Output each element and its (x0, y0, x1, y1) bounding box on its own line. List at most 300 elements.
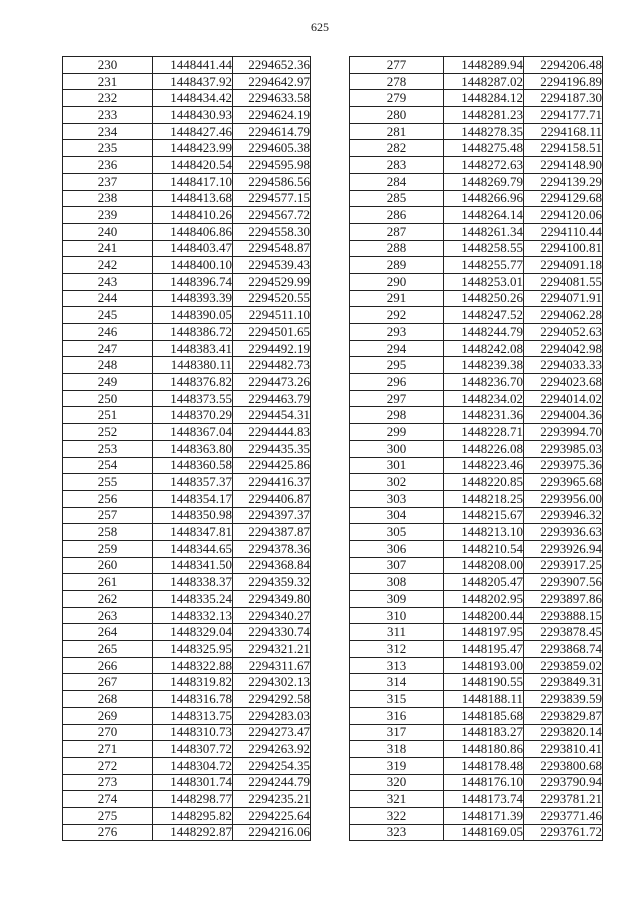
y-coordinate-cell: 2294624.19 (233, 107, 311, 124)
y-coordinate-cell: 2293781.21 (524, 791, 603, 808)
table-row (350, 390, 603, 407)
table-row (63, 407, 311, 424)
y-coordinate-cell: 2294263.92 (233, 741, 311, 758)
x-coordinate-cell: 1448223.46 (444, 457, 524, 474)
point-number-cell: 257 (63, 507, 153, 524)
point-number-cell: 234 (63, 123, 153, 140)
point-number-cell: 300 (350, 440, 444, 457)
x-coordinate-cell: 1448344.65 (153, 540, 233, 557)
point-number-cell: 241 (63, 240, 153, 257)
table-row (350, 257, 603, 274)
y-coordinate-cell: 2294652.36 (233, 57, 311, 74)
x-coordinate-cell: 1448180.86 (444, 741, 524, 758)
table-row (63, 691, 311, 708)
table-row (63, 57, 311, 74)
point-number-cell: 275 (63, 807, 153, 824)
table-row (350, 757, 603, 774)
point-number-cell: 282 (350, 140, 444, 157)
point-number-cell: 266 (63, 657, 153, 674)
x-coordinate-cell: 1448347.81 (153, 524, 233, 541)
y-coordinate-cell: 2294454.31 (233, 407, 311, 424)
table-row (350, 807, 603, 824)
y-coordinate-cell: 2294129.68 (524, 190, 603, 207)
y-coordinate-cell: 2294216.06 (233, 824, 311, 841)
point-number-cell: 309 (350, 591, 444, 608)
point-number-cell: 277 (350, 57, 444, 74)
x-coordinate-cell: 1448338.37 (153, 574, 233, 591)
table-row (350, 507, 603, 524)
y-coordinate-cell: 2294330.74 (233, 624, 311, 641)
y-coordinate-cell: 2294177.71 (524, 107, 603, 124)
point-number-cell: 240 (63, 223, 153, 240)
table-row (350, 223, 603, 240)
y-coordinate-cell: 2294444.83 (233, 424, 311, 441)
x-coordinate-cell: 1448253.01 (444, 273, 524, 290)
point-number-cell: 242 (63, 257, 153, 274)
x-coordinate-cell: 1448417.10 (153, 173, 233, 190)
y-coordinate-cell: 2294273.47 (233, 724, 311, 741)
x-coordinate-cell: 1448301.74 (153, 774, 233, 791)
x-coordinate-cell: 1448427.46 (153, 123, 233, 140)
point-number-cell: 273 (63, 774, 153, 791)
table-row (350, 741, 603, 758)
y-coordinate-cell: 2294235.21 (233, 791, 311, 808)
point-number-cell: 317 (350, 724, 444, 741)
point-number-cell: 255 (63, 474, 153, 491)
point-number-cell: 292 (350, 307, 444, 324)
x-coordinate-cell: 1448176.10 (444, 774, 524, 791)
point-number-cell: 305 (350, 524, 444, 541)
x-coordinate-cell: 1448316.78 (153, 691, 233, 708)
x-coordinate-cell: 1448319.82 (153, 674, 233, 691)
x-coordinate-cell: 1448244.79 (444, 324, 524, 341)
y-coordinate-cell: 2294110.44 (524, 223, 603, 240)
point-number-cell: 236 (63, 157, 153, 174)
y-coordinate-cell: 2294311.67 (233, 657, 311, 674)
y-coordinate-cell: 2293985.03 (524, 440, 603, 457)
y-coordinate-cell: 2293878.45 (524, 624, 603, 641)
table-row (63, 624, 311, 641)
table-row (63, 457, 311, 474)
y-coordinate-cell: 2294187.30 (524, 90, 603, 107)
point-number-cell: 322 (350, 807, 444, 824)
point-number-cell: 291 (350, 290, 444, 307)
x-coordinate-cell: 1448430.93 (153, 107, 233, 124)
table-row (63, 140, 311, 157)
table-row (350, 524, 603, 541)
point-number-cell: 288 (350, 240, 444, 257)
table-row (350, 173, 603, 190)
point-number-cell: 243 (63, 273, 153, 290)
y-coordinate-cell: 2293926.94 (524, 540, 603, 557)
x-coordinate-cell: 1448171.39 (444, 807, 524, 824)
page-number: 625 (311, 20, 329, 34)
x-coordinate-cell: 1448376.82 (153, 374, 233, 391)
y-coordinate-cell: 2294492.19 (233, 340, 311, 357)
table-row (63, 674, 311, 691)
table-row (63, 157, 311, 174)
table-row (63, 324, 311, 341)
x-coordinate-cell: 1448325.95 (153, 641, 233, 658)
table-row (63, 257, 311, 274)
point-number-cell: 254 (63, 457, 153, 474)
y-coordinate-cell: 2294100.81 (524, 240, 603, 257)
point-number-cell: 290 (350, 273, 444, 290)
table-row (63, 591, 311, 608)
table-row (63, 557, 311, 574)
point-number-cell: 265 (63, 641, 153, 658)
y-coordinate-cell: 2294359.32 (233, 574, 311, 591)
point-number-cell: 304 (350, 507, 444, 524)
y-coordinate-cell: 2294482.73 (233, 357, 311, 374)
y-coordinate-cell: 2293849.31 (524, 674, 603, 691)
y-coordinate-cell: 2294397.37 (233, 507, 311, 524)
x-coordinate-cell: 1448380.11 (153, 357, 233, 374)
x-coordinate-cell: 1448250.26 (444, 290, 524, 307)
y-coordinate-cell: 2294558.30 (233, 223, 311, 240)
y-coordinate-cell: 2293829.87 (524, 707, 603, 724)
point-number-cell: 270 (63, 724, 153, 741)
point-number-cell: 246 (63, 324, 153, 341)
table-row (63, 223, 311, 240)
x-coordinate-cell: 1448195.47 (444, 641, 524, 658)
x-coordinate-cell: 1448193.00 (444, 657, 524, 674)
table-row (350, 557, 603, 574)
point-number-cell: 253 (63, 440, 153, 457)
x-coordinate-cell: 1448269.79 (444, 173, 524, 190)
y-coordinate-cell: 2293994.70 (524, 424, 603, 441)
point-number-cell: 307 (350, 557, 444, 574)
table-row (63, 357, 311, 374)
y-coordinate-cell: 2294633.58 (233, 90, 311, 107)
table-row (350, 457, 603, 474)
point-number-cell: 244 (63, 290, 153, 307)
x-coordinate-cell: 1448281.23 (444, 107, 524, 124)
x-coordinate-cell: 1448236.70 (444, 374, 524, 391)
y-coordinate-cell: 2294435.35 (233, 440, 311, 457)
y-coordinate-cell: 2294091.18 (524, 257, 603, 274)
x-coordinate-cell: 1448205.47 (444, 574, 524, 591)
table-row (63, 307, 311, 324)
x-coordinate-cell: 1448413.68 (153, 190, 233, 207)
x-coordinate-cell: 1448215.67 (444, 507, 524, 524)
table-row (350, 190, 603, 207)
table-row (350, 157, 603, 174)
y-coordinate-cell: 2293946.32 (524, 507, 603, 524)
y-coordinate-cell: 2293810.41 (524, 741, 603, 758)
y-coordinate-cell: 2293965.68 (524, 474, 603, 491)
point-number-cell: 276 (63, 824, 153, 841)
x-coordinate-cell: 1448383.41 (153, 340, 233, 357)
table-row (350, 273, 603, 290)
point-number-cell: 238 (63, 190, 153, 207)
point-number-cell: 267 (63, 674, 153, 691)
x-coordinate-cell: 1448266.96 (444, 190, 524, 207)
point-number-cell: 251 (63, 407, 153, 424)
table-row (350, 407, 603, 424)
table-row (63, 607, 311, 624)
table-row (350, 574, 603, 591)
y-coordinate-cell: 2293956.00 (524, 490, 603, 507)
y-coordinate-cell: 2294321.21 (233, 641, 311, 658)
y-coordinate-cell: 2294168.11 (524, 123, 603, 140)
table-row (350, 674, 603, 691)
table-row (63, 791, 311, 808)
y-coordinate-cell: 2293975.36 (524, 457, 603, 474)
table-row (63, 123, 311, 140)
table-row (63, 474, 311, 491)
point-number-cell: 287 (350, 223, 444, 240)
x-coordinate-cell: 1448403.47 (153, 240, 233, 257)
table-row (350, 57, 603, 74)
y-coordinate-cell: 2294283.03 (233, 707, 311, 724)
x-coordinate-cell: 1448188.11 (444, 691, 524, 708)
point-number-cell: 295 (350, 357, 444, 374)
table-row (350, 123, 603, 140)
x-coordinate-cell: 1448393.39 (153, 290, 233, 307)
y-coordinate-cell: 2294520.55 (233, 290, 311, 307)
x-coordinate-cell: 1448335.24 (153, 591, 233, 608)
x-coordinate-cell: 1448278.35 (444, 123, 524, 140)
x-coordinate-cell: 1448420.54 (153, 157, 233, 174)
x-coordinate-cell: 1448322.88 (153, 657, 233, 674)
y-coordinate-cell: 2294378.36 (233, 540, 311, 557)
x-coordinate-cell: 1448261.34 (444, 223, 524, 240)
y-coordinate-cell: 2293907.56 (524, 574, 603, 591)
y-coordinate-cell: 2294349.80 (233, 591, 311, 608)
table-row (63, 574, 311, 591)
table-row (350, 474, 603, 491)
point-number-cell: 303 (350, 490, 444, 507)
x-coordinate-cell: 1448350.98 (153, 507, 233, 524)
table-row (63, 641, 311, 658)
y-coordinate-cell: 2294642.97 (233, 73, 311, 90)
x-coordinate-cell: 1448307.72 (153, 741, 233, 758)
point-number-cell: 321 (350, 791, 444, 808)
y-coordinate-cell: 2294292.58 (233, 691, 311, 708)
x-coordinate-cell: 1448360.58 (153, 457, 233, 474)
y-coordinate-cell: 2294062.28 (524, 307, 603, 324)
table-row (350, 357, 603, 374)
y-coordinate-cell: 2294368.84 (233, 557, 311, 574)
x-coordinate-cell: 1448226.08 (444, 440, 524, 457)
x-coordinate-cell: 1448264.14 (444, 207, 524, 224)
point-number-cell: 323 (350, 824, 444, 841)
point-number-cell: 260 (63, 557, 153, 574)
point-number-cell: 319 (350, 757, 444, 774)
table-row (350, 824, 603, 841)
point-number-cell: 289 (350, 257, 444, 274)
point-number-cell: 316 (350, 707, 444, 724)
point-number-cell: 271 (63, 741, 153, 758)
y-coordinate-cell: 2294120.06 (524, 207, 603, 224)
x-coordinate-cell: 1448437.92 (153, 73, 233, 90)
y-coordinate-cell: 2294023.68 (524, 374, 603, 391)
point-number-cell: 247 (63, 340, 153, 357)
x-coordinate-cell: 1448310.73 (153, 724, 233, 741)
point-number-cell: 259 (63, 540, 153, 557)
point-number-cell: 263 (63, 607, 153, 624)
point-number-cell: 269 (63, 707, 153, 724)
y-coordinate-cell: 2293897.86 (524, 591, 603, 608)
point-number-cell: 235 (63, 140, 153, 157)
table-row (63, 774, 311, 791)
x-coordinate-cell: 1448228.71 (444, 424, 524, 441)
x-coordinate-cell: 1448210.54 (444, 540, 524, 557)
y-coordinate-cell: 2294539.43 (233, 257, 311, 274)
table-row (350, 490, 603, 507)
y-coordinate-cell: 2294071.91 (524, 290, 603, 307)
point-number-cell: 268 (63, 691, 153, 708)
table-row (63, 107, 311, 124)
table-row (63, 190, 311, 207)
point-number-cell: 312 (350, 641, 444, 658)
table-row (63, 757, 311, 774)
table-row (350, 240, 603, 257)
y-coordinate-cell: 2294406.87 (233, 490, 311, 507)
y-coordinate-cell: 2294196.89 (524, 73, 603, 90)
table-row (63, 240, 311, 257)
point-number-cell: 231 (63, 73, 153, 90)
point-number-cell: 297 (350, 390, 444, 407)
x-coordinate-cell: 1448183.27 (444, 724, 524, 741)
point-number-cell: 249 (63, 374, 153, 391)
point-number-cell: 320 (350, 774, 444, 791)
y-coordinate-cell: 2294416.37 (233, 474, 311, 491)
point-number-cell: 299 (350, 424, 444, 441)
x-coordinate-cell: 1448313.75 (153, 707, 233, 724)
y-coordinate-cell: 2294148.90 (524, 157, 603, 174)
x-coordinate-cell: 1448354.17 (153, 490, 233, 507)
y-coordinate-cell: 2294425.86 (233, 457, 311, 474)
table-row (350, 707, 603, 724)
y-coordinate-cell: 2293868.74 (524, 641, 603, 658)
point-number-cell: 245 (63, 307, 153, 324)
table-row (350, 207, 603, 224)
point-number-cell: 272 (63, 757, 153, 774)
point-number-cell: 280 (350, 107, 444, 124)
table-row (63, 340, 311, 357)
x-coordinate-cell: 1448197.95 (444, 624, 524, 641)
table-row (350, 657, 603, 674)
table-row (350, 374, 603, 391)
y-coordinate-cell: 2294463.79 (233, 390, 311, 407)
table-row (63, 290, 311, 307)
x-coordinate-cell: 1448173.74 (444, 791, 524, 808)
x-coordinate-cell: 1448178.48 (444, 757, 524, 774)
x-coordinate-cell: 1448200.44 (444, 607, 524, 624)
point-number-cell: 233 (63, 107, 153, 124)
y-coordinate-cell: 2294244.79 (233, 774, 311, 791)
table-row (63, 374, 311, 391)
table-row (350, 691, 603, 708)
y-coordinate-cell: 2294004.36 (524, 407, 603, 424)
table-row (350, 324, 603, 341)
x-coordinate-cell: 1448304.72 (153, 757, 233, 774)
table-row (63, 540, 311, 557)
y-coordinate-cell: 2293771.46 (524, 807, 603, 824)
x-coordinate-cell: 1448284.12 (444, 90, 524, 107)
y-coordinate-cell: 2294033.33 (524, 357, 603, 374)
y-coordinate-cell: 2294501.65 (233, 324, 311, 341)
point-number-cell: 274 (63, 791, 153, 808)
x-coordinate-cell: 1448423.99 (153, 140, 233, 157)
point-number-cell: 284 (350, 173, 444, 190)
point-number-cell: 230 (63, 57, 153, 74)
x-coordinate-cell: 1448234.02 (444, 390, 524, 407)
point-number-cell: 285 (350, 190, 444, 207)
x-coordinate-cell: 1448185.68 (444, 707, 524, 724)
y-coordinate-cell: 2294081.55 (524, 273, 603, 290)
point-number-cell: 318 (350, 741, 444, 758)
point-number-cell: 306 (350, 540, 444, 557)
table-row (63, 73, 311, 90)
x-coordinate-cell: 1448390.05 (153, 307, 233, 324)
table-row (350, 140, 603, 157)
table-row (350, 424, 603, 441)
x-coordinate-cell: 1448434.42 (153, 90, 233, 107)
y-coordinate-cell: 2294014.02 (524, 390, 603, 407)
point-number-cell: 262 (63, 591, 153, 608)
y-coordinate-cell: 2294302.13 (233, 674, 311, 691)
point-number-cell: 232 (63, 90, 153, 107)
y-coordinate-cell: 2294567.72 (233, 207, 311, 224)
table-row (350, 591, 603, 608)
x-coordinate-cell: 1448208.00 (444, 557, 524, 574)
y-coordinate-cell: 2294586.56 (233, 173, 311, 190)
x-coordinate-cell: 1448289.94 (444, 57, 524, 74)
point-number-cell: 283 (350, 157, 444, 174)
table-row (350, 791, 603, 808)
x-coordinate-cell: 1448202.95 (444, 591, 524, 608)
y-coordinate-cell: 2293800.68 (524, 757, 603, 774)
y-coordinate-cell: 2294387.87 (233, 524, 311, 541)
x-coordinate-cell: 1448295.82 (153, 807, 233, 824)
table-row (63, 490, 311, 507)
x-coordinate-cell: 1448341.50 (153, 557, 233, 574)
y-coordinate-cell: 2294577.15 (233, 190, 311, 207)
table-row (63, 424, 311, 441)
y-coordinate-cell: 2294254.35 (233, 757, 311, 774)
point-number-cell: 248 (63, 357, 153, 374)
y-coordinate-cell: 2294042.98 (524, 340, 603, 357)
table-row (63, 741, 311, 758)
y-coordinate-cell: 2293859.02 (524, 657, 603, 674)
y-coordinate-cell: 2294595.98 (233, 157, 311, 174)
table-row (63, 390, 311, 407)
point-number-cell: 281 (350, 123, 444, 140)
table-row (350, 307, 603, 324)
y-coordinate-cell: 2294340.27 (233, 607, 311, 624)
y-coordinate-cell: 2294614.79 (233, 123, 311, 140)
table-row (350, 540, 603, 557)
point-number-cell: 278 (350, 73, 444, 90)
y-coordinate-cell: 2294473.26 (233, 374, 311, 391)
x-coordinate-cell: 1448272.63 (444, 157, 524, 174)
x-coordinate-cell: 1448332.13 (153, 607, 233, 624)
y-coordinate-cell: 2294529.99 (233, 273, 311, 290)
point-number-cell: 308 (350, 574, 444, 591)
x-coordinate-cell: 1448292.87 (153, 824, 233, 841)
point-number-cell: 237 (63, 173, 153, 190)
x-coordinate-cell: 1448287.02 (444, 73, 524, 90)
table-row (350, 440, 603, 457)
x-coordinate-cell: 1448218.25 (444, 490, 524, 507)
x-coordinate-cell: 1448247.52 (444, 307, 524, 324)
table-row (350, 340, 603, 357)
point-number-cell: 264 (63, 624, 153, 641)
point-number-cell: 250 (63, 390, 153, 407)
